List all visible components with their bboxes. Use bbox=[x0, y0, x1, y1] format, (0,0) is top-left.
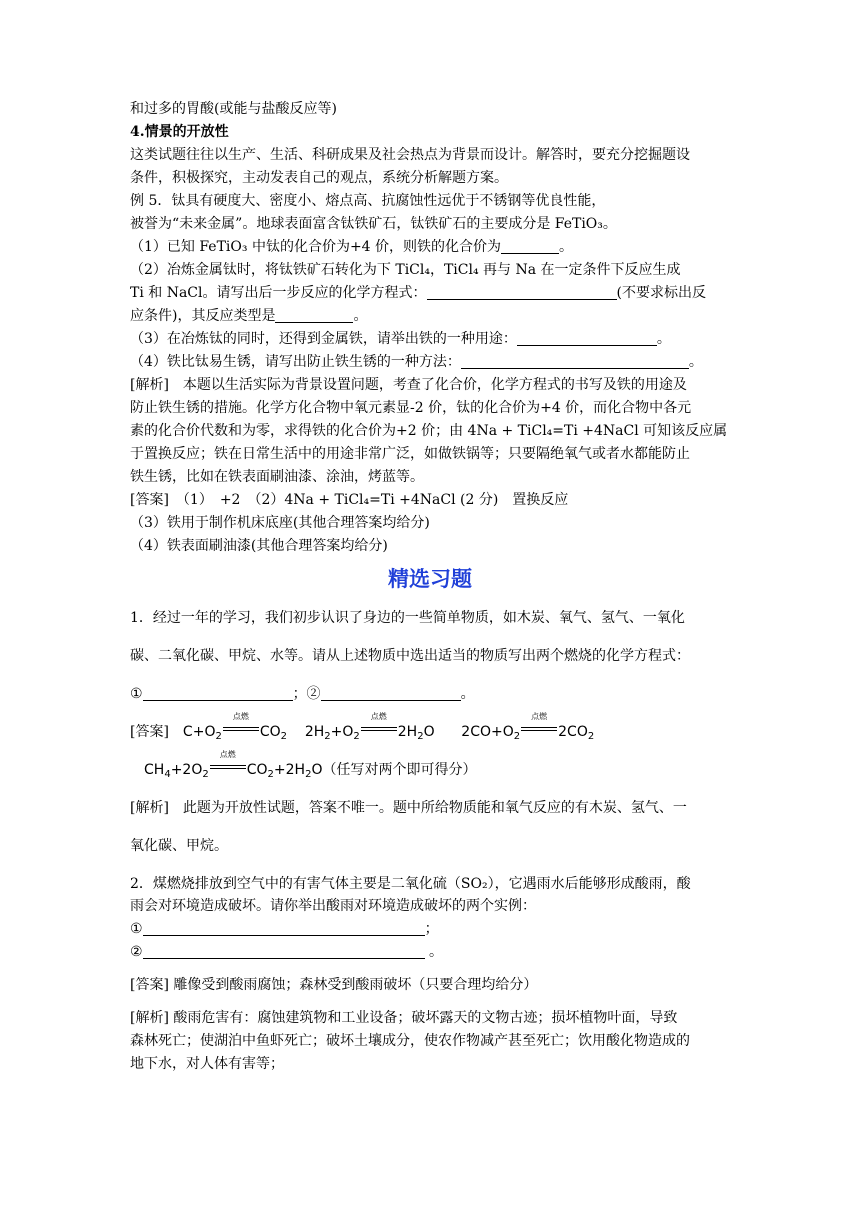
reaction-arrow: 点燃 bbox=[223, 723, 259, 737]
answer-line: [答案] （1） +2 （2）4Na + TiCl₄=Ti +4NaCl (2 分) 置换反应 bbox=[130, 492, 569, 508]
continued-line: 和过多的胃酸(或能与盐酸反应等) bbox=[130, 101, 337, 117]
example-5-line: 例 5．钛具有硬度大、密度小、熔点高、抗腐蚀性远优于不锈钢等优良性能， bbox=[130, 193, 606, 209]
reaction-arrow: 点燃 bbox=[361, 723, 397, 737]
question-2: Ti 和 NaCl。请写出后一步反应的化学方程式： (不要求标出反 bbox=[130, 285, 706, 301]
intro-line: 条件，积极探究，主动发表自己的观点，系统分析解题方案。 bbox=[130, 170, 508, 186]
answer-blank bbox=[501, 238, 559, 254]
problem-1-analysis: [解析] 此题为开放性试题，答案不唯一。题中所给物质能和氧气反应的有木炭、氢气、一 bbox=[130, 800, 687, 816]
question-1: （1）已知 FeTiO₃ 中钛的化合价为+4 价，则铁的化合价为 。 bbox=[130, 239, 574, 255]
problem-2-blank: ① ； bbox=[130, 921, 439, 937]
problem-1-blanks: ① ；② 。 bbox=[130, 686, 475, 702]
reaction-arrow: 点燃 bbox=[521, 723, 557, 737]
question-2: （2）冶炼金属钛时，将钛铁矿石转化为下 TiCl₄，TiCl₄ 再与 Na 在一定条件下反应生成 bbox=[130, 262, 681, 278]
example-5-line: 被誉为“未来金属”。地球表面富含钛铁矿石，钛铁矿石的主要成分是 FeTiO₃。 bbox=[130, 216, 617, 232]
question-3: （3）在冶炼钛的同时，还得到金属铁，请举出铁的一种用途： 。 bbox=[130, 331, 671, 347]
problem-1: 1．经过一年的学习，我们初步认识了身边的一些简单物质，如木炭、氧气、氢气、一氧化 bbox=[130, 610, 685, 626]
answer-blank bbox=[321, 685, 461, 701]
problem-2-blank: ② 。 bbox=[130, 944, 444, 960]
problem-2-analysis: [解析] 酸雨危害有：腐蚀建筑物和工业设备；破坏露天的文物古迹；损坏植物叶面，导致 bbox=[130, 1010, 678, 1026]
section-title: 精选习题 bbox=[388, 567, 472, 591]
problem-2: 2．煤燃烧排放到空气中的有害气体主要是二氧化硫（SO₂），它遇雨水后能够形成酸雨，酸 bbox=[130, 876, 691, 892]
problem-2-answer: [答案] 雕像受到酸雨腐蚀；森林受到酸雨破坏（只要合理均给分） bbox=[130, 977, 538, 993]
section-heading-4: 4.情景的开放性 bbox=[130, 124, 229, 140]
answer-line: （3）铁用于制作机床底座(其他合理答案均给分) bbox=[130, 515, 430, 531]
question-2: 应条件)，其反应类型是 。 bbox=[130, 308, 368, 324]
intro-line: 这类试题往往以生产、生活、科研成果及社会热点为背景而设计。解答时，要充分挖掘题设 bbox=[130, 147, 690, 163]
answer-blank bbox=[275, 307, 353, 323]
reaction-arrow: 点燃 bbox=[210, 761, 246, 775]
answer-blank bbox=[427, 284, 617, 300]
answer-blank bbox=[461, 353, 689, 369]
problem-1-answer: [答案] $C+O_2$ 点燃 $CO_2$ $2H_2+O_2$ 点燃 $2H_2O$ $2CO+O_2$ 点燃 $2CO_2$ bbox=[130, 712, 595, 742]
problem-2-analysis: 地下水，对人体有害等； bbox=[130, 1056, 284, 1072]
analysis-line: 素的化合价代数和为零，求得铁的化合价为+2 价；由 4Na + TiCl₄=Ti +4NaCl 可知该反应属 bbox=[130, 423, 728, 439]
answer-blank bbox=[517, 330, 657, 346]
answer-blank bbox=[143, 685, 293, 701]
analysis-line: 防止铁生锈的措施。化学方化合物中氧元素显-2 价，钛的化合价为+4 价，而化合物中各元 bbox=[130, 400, 692, 416]
problem-1: 碳、二氧化碳、甲烷、水等。请从上述物质中选出适当的物质写出两个燃烧的化学方程式： bbox=[130, 648, 690, 664]
problem-1-answer: $CH_4+2O_2$ 点燃 $CO_2+2H_2O$（任写对两个即可得分） bbox=[144, 750, 477, 780]
question-4: （4）铁比钛易生锈，请写出防止铁生锈的一种方法： 。 bbox=[130, 354, 703, 370]
answer-blank bbox=[143, 920, 425, 936]
problem-2-analysis: 森林死亡；使湖泊中鱼虾死亡；破坏土壤成分，使农作物减产甚至死亡；饮用酸化物造成的 bbox=[130, 1033, 690, 1049]
problem-2: 雨会对环境造成破坏。请你举出酸雨对环境造成破坏的两个实例： bbox=[130, 898, 536, 914]
analysis-line: [解析] 本题以生活实际为背景设置问题，考查了化合价，化学方程式的书写及铁的用途及 bbox=[130, 377, 687, 393]
analysis-line: 铁生锈，比如在铁表面刷油漆、涂油，烤蓝等。 bbox=[130, 469, 424, 485]
document-page bbox=[130, 98, 730, 1076]
answer-blank bbox=[143, 943, 425, 959]
answer-line: （4）铁表面刷油漆(其他合理答案均给分) bbox=[130, 538, 388, 554]
problem-1-analysis: 氧化碳、甲烷。 bbox=[130, 838, 228, 854]
analysis-line: 于置换反应；铁在日常生活中的用途非常广泛，如做铁锅等；只要隔绝氧气或者水都能防止 bbox=[130, 446, 690, 462]
